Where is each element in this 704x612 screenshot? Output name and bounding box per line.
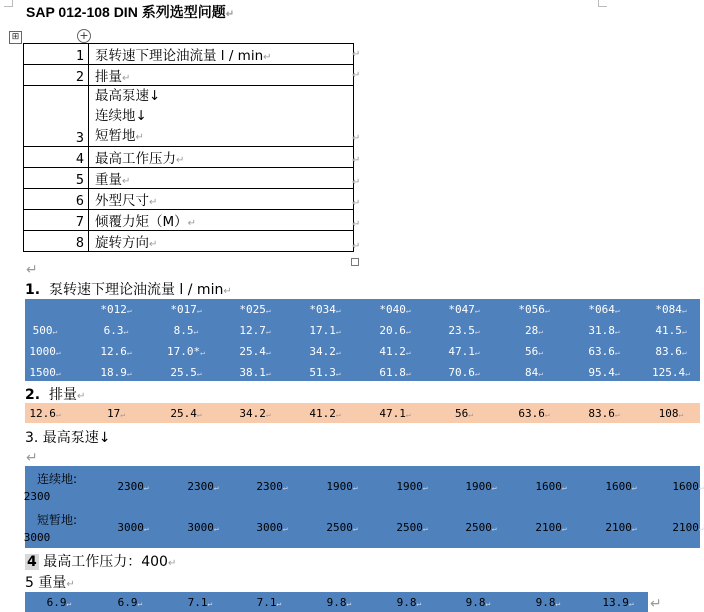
row-text[interactable]: 旋转方向↵ [89,231,354,252]
table-cell: 1600↵ [535,480,567,493]
table-row [24,168,354,189]
table-cell: 83.6↵ [588,407,620,420]
table-cell: 1600↵ [605,480,637,493]
table-cell: 28↵ [524,324,544,337]
table-cell: 34.2↵ [239,407,271,420]
row-end-mark: ↵ [352,198,361,209]
table-cell: 83.6↵ [655,345,687,358]
row-number: 4 [24,147,89,168]
table-cell: 1900↵ [396,480,428,493]
max-speed-table [23,466,704,548]
row-number: 2 [24,65,89,86]
row-end-mark: ↵ [650,596,662,612]
table-cell: 12.6↵ [29,407,61,420]
table-row [24,210,354,231]
table-cell: 56↵ [524,345,544,358]
table-cell: 95.4↵ [588,366,620,379]
table-cell: 2300↵ [117,480,149,493]
row-number: 5 [24,168,89,189]
empty-paragraph: ↵ [26,450,38,466]
row-number: 1 [24,44,89,65]
table-cell: 41.5↵ [655,324,687,337]
table-cell: 31.8↵ [588,324,620,337]
table-cell: 1900↵ [465,480,497,493]
table-cell: 12.6↵ [100,345,132,358]
table-cell: 41.2↵ [309,407,341,420]
table-cell: 51.3↵ [309,366,341,379]
table-row [24,147,354,168]
table-cell: 1500↵ [29,366,61,379]
table-cell: 2100↵ [535,521,567,534]
table-header-cell: *084↵ [655,303,687,316]
row-number: 7 [24,210,89,231]
margin-corner-mark [4,0,13,7]
table-cell: 9.8↵ [326,596,352,609]
section-1-heading: 1. 泵转速下理论油流量 l / min↵ [25,282,232,298]
table-cell: 9.8↵ [535,596,561,609]
row-label: 连续地: [37,472,78,486]
table-cell: 38.1↵ [239,366,271,379]
table-cell: 84↵ [524,366,544,379]
table-header-cell: *047↵ [448,303,480,316]
table-cell: 63.6↵ [518,407,550,420]
table-resize-handle[interactable] [351,258,359,266]
row-end-mark: ↵ [352,155,361,166]
empty-paragraph: ↵ [26,262,38,278]
row-text[interactable]: 排量↵ [89,65,354,86]
table-header-cell: *056↵ [518,303,550,316]
table-cell: 3000↵ [187,521,219,534]
row-end-mark: ↵ [352,133,361,144]
table-header-cell: *012↵ [100,303,132,316]
table-row [24,231,354,252]
section-4-heading: 4 最高工作压力：400↵ [27,554,177,570]
row-end-mark: ↵ [352,70,361,81]
table-cell: 500↵ [32,324,58,337]
table-cell: 13.9↵ [602,596,634,609]
table-cell: 18.9↵ [100,366,132,379]
flow-rate-table [25,299,700,381]
table-cell: 41.2↵ [379,345,411,358]
table-cell: 2300 [23,490,51,503]
table-cell: 3000↵ [256,521,288,534]
row-end-mark: ↵ [352,241,361,252]
row-text[interactable]: 重量↵ [89,168,354,189]
table-cell: 63.6↵ [588,345,620,358]
table-cell: 6.9↵ [46,596,72,609]
table-cell: 47.1↵ [448,345,480,358]
table-cell: 2500↵ [396,521,428,534]
table-cell: 2300↵ [187,480,219,493]
table-cell: 9.8↵ [465,596,491,609]
row-text[interactable]: 泵转速下理论油流量 l / min↵ [89,44,354,65]
table-cell: 6.9↵ [117,596,143,609]
row-end-mark: ↵ [352,219,361,230]
table-cell: 1900↵ [326,480,358,493]
table-cell: 47.1↵ [379,407,411,420]
table-cell: 23.5↵ [448,324,480,337]
table-header-cell: *064↵ [588,303,620,316]
table-cell: 6.3↵ [103,324,129,337]
section-2-heading: 2. 排量↵ [25,387,86,403]
table-header-cell: *017↵ [170,303,202,316]
document-title: SAP 012-108 DIN 系列选型问题↵ [26,4,235,20]
table-row [24,65,354,86]
displacement-table [25,403,700,423]
table-cell: 1000↵ [29,345,61,358]
table-cell: 8.5↵ [173,324,199,337]
contents-table [23,43,354,252]
table-cell: 34.2↵ [309,345,341,358]
table-header-cell: *025↵ [239,303,271,316]
row-number: 6 [24,189,89,210]
table-cell: 25.5↵ [170,366,202,379]
table-cell: 56↵ [454,407,474,420]
row-number: 8 [24,231,89,252]
table-cell: 12.7↵ [239,324,271,337]
table-cell: 7.1↵ [256,596,282,609]
table-cell: 2100↵ [605,521,637,534]
row-text[interactable]: 倾覆力矩（M）↵ [89,210,354,231]
section-3-heading: 3. 最高泵速↓ [25,430,111,446]
row-end-mark: ↵ [352,177,361,188]
row-text[interactable]: 最高泵速↓ 连续地↓ 短暂地↵ [89,86,354,147]
table-row [24,86,354,147]
row-text[interactable]: 最高工作压力↵ [89,147,354,168]
table-cell: 17.0*↵ [167,345,205,358]
table-row [24,44,354,65]
section-5-heading: 5 重量↵ [25,575,75,591]
table-cell: 17↵ [106,407,126,420]
table-cell: 7.1↵ [187,596,213,609]
table-cell: 2300↵ [256,480,288,493]
table-cell: 125.4↵ [652,366,690,379]
table-cell: 3000 [23,531,51,544]
row-text[interactable]: 外型尺寸↵ [89,189,354,210]
table-row [24,189,354,210]
table-cell: 17.1↵ [309,324,341,337]
row-number: 3 [24,86,89,147]
table-cell: 25.4↵ [239,345,271,358]
table-cell: 20.6↵ [379,324,411,337]
table-cell: 25.4↵ [170,407,202,420]
table-cell: 2500↵ [465,521,497,534]
table-cell: 3000↵ [117,521,149,534]
table-cell: 2500↵ [326,521,358,534]
table-move-handle-icon[interactable]: ⊞ [9,31,22,44]
weight-table [25,592,648,612]
table-cell: 61.8↵ [379,366,411,379]
table-header-cell: *034↵ [309,303,341,316]
table-cell: 9.8↵ [396,596,422,609]
margin-corner-mark [598,0,607,7]
table-cell: 108↵ [658,407,684,420]
row-end-mark: ↵ [352,49,361,60]
table-cell: 1600↵ [672,480,704,493]
add-column-icon[interactable]: + [77,29,91,43]
table-header-cell: *040↵ [379,303,411,316]
row-label: 短暂地: [37,513,78,527]
table-cell: 2100↵ [672,521,704,534]
table-cell: 70.6↵ [448,366,480,379]
